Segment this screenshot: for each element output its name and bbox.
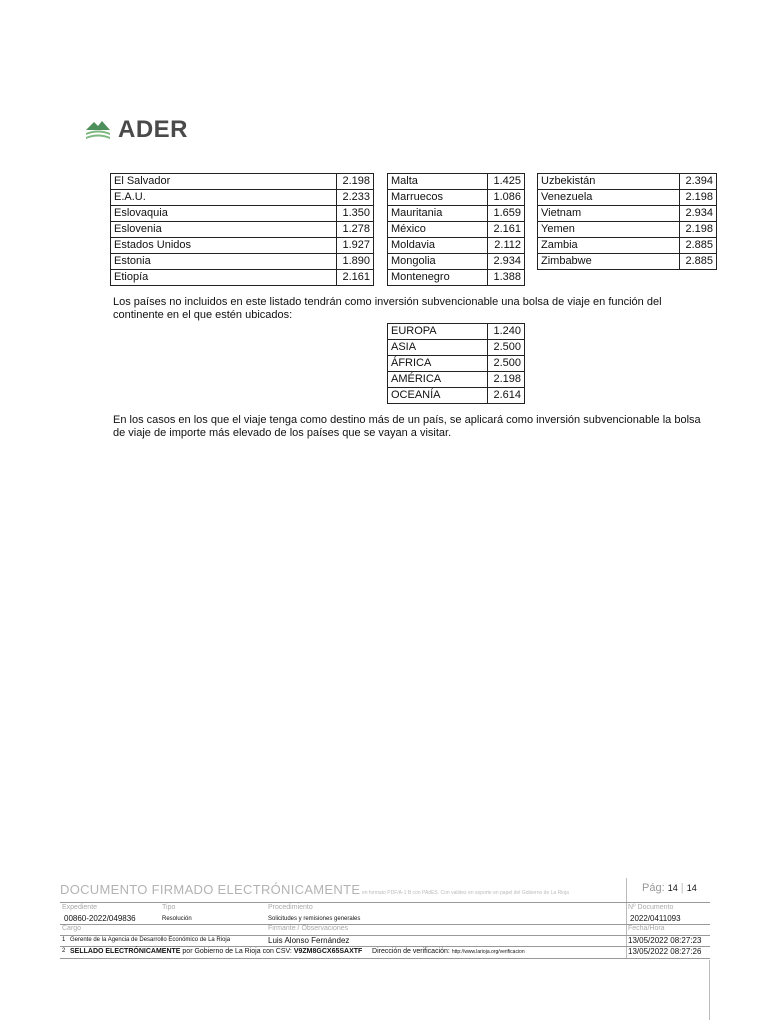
name-cell: Estados Unidos — [111, 238, 337, 254]
n-documento-value: 2022/0411093 — [630, 914, 681, 923]
continent-row — [388, 340, 525, 356]
country-row — [111, 222, 374, 238]
value-cell: 1.927 — [337, 238, 374, 254]
country-row — [111, 254, 374, 270]
country-row — [388, 238, 525, 254]
label-n-documento: Nº Documento — [628, 904, 674, 911]
country-row — [388, 190, 525, 206]
label-cargo: Cargo — [62, 925, 82, 932]
page-total: 14 — [686, 883, 697, 893]
ader-logo — [84, 116, 188, 144]
name-cell: Mongolia — [388, 254, 488, 270]
expediente-value: 00860-2022/049836 — [64, 914, 136, 923]
sign2-number: 2 — [62, 948, 66, 954]
continents-table — [387, 323, 525, 404]
value-cell: 1.278 — [337, 222, 374, 238]
country-row — [388, 174, 525, 190]
country-row — [388, 254, 525, 270]
country-row — [111, 174, 374, 190]
value-cell: 2.112 — [488, 238, 525, 254]
name-cell: Montenegro — [388, 270, 488, 286]
value-cell: 2.198 — [680, 190, 717, 206]
label-procedimiento: Procedimiento — [268, 904, 313, 911]
sign1-fecha: 13/05/2022 08:27:23 — [628, 936, 702, 945]
countries-table-2 — [387, 173, 525, 286]
country-row — [388, 222, 525, 238]
label-fecha: Fecha/Hora — [628, 925, 665, 932]
name-cell: Eslovenia — [111, 222, 337, 238]
label-expediente: Expediente — [62, 904, 98, 911]
label-firmante: Firmante / Observaciones — [268, 925, 349, 932]
value-cell: 2.500 — [488, 356, 525, 372]
value-cell: 2.885 — [680, 254, 717, 270]
name-cell: Uzbekistán — [538, 174, 680, 190]
country-row — [538, 238, 717, 254]
name-cell: ÁFRICA — [388, 356, 488, 372]
continent-row — [388, 324, 525, 340]
page-number: Pág: 14 | 14 — [642, 882, 697, 894]
page-label: Pág: — [642, 882, 665, 894]
sign2-fecha: 13/05/2022 08:27:26 — [628, 947, 702, 956]
value-cell: 2.198 — [680, 222, 717, 238]
value-cell: 2.233 — [337, 190, 374, 206]
value-cell: 2.161 — [488, 222, 525, 238]
countries-table-1 — [110, 173, 374, 286]
label-tipo: Tipo — [162, 904, 176, 911]
value-cell: 1.659 — [488, 206, 525, 222]
value-cell: 2.934 — [488, 254, 525, 270]
sign1-firmante: Luis Alonso Fernández — [268, 936, 350, 945]
value-cell: 2.934 — [680, 206, 717, 222]
paragraph-continents: Los países no incluidos en este listado tendrán como inversión subvencionable una bolsa de viaje en función del continente en el que estén ubicados: — [113, 296, 662, 321]
continent-row — [388, 372, 525, 388]
value-cell: 1.890 — [337, 254, 374, 270]
name-cell: OCEANÍA — [388, 388, 488, 404]
name-cell: Venezuela — [538, 190, 680, 206]
sign2-line — [70, 948, 525, 955]
name-cell: Eslovaquia — [111, 206, 337, 222]
name-cell: Yemen — [538, 222, 680, 238]
paragraph-multiple-countries: En los casos en los que el viaje tenga como destino más de un país, se aplicará como inversión subvencionable la bolsa de viaje de importe más elevado de los países que se vayan a visitar. — [113, 414, 701, 439]
footer-title-sub: en formato PDF/A-1 B con PAdES. Con validez en soporte en papel del Gobierno de La Rioja — [361, 890, 569, 896]
value-cell: 2.198 — [337, 174, 374, 190]
country-row — [111, 190, 374, 206]
tipo-value: Resolución — [162, 916, 192, 922]
country-row — [388, 206, 525, 222]
name-cell: ASIA — [388, 340, 488, 356]
name-cell: AMÉRICA — [388, 372, 488, 388]
sign1-cargo: Gerente de la Agencia de Desarrollo Económico de La Rioja — [70, 937, 231, 943]
name-cell: El Salvador — [111, 174, 337, 190]
name-cell: E.A.U. — [111, 190, 337, 206]
value-cell: 2.885 — [680, 238, 717, 254]
sign1-number: 1 — [62, 937, 66, 943]
name-cell: México — [388, 222, 488, 238]
continent-row — [388, 356, 525, 372]
value-cell: 1.086 — [488, 190, 525, 206]
countries-table-3 — [537, 173, 717, 270]
country-row — [111, 206, 374, 222]
sign2-text: por Gobierno de La Rioja con CSV: — [182, 948, 292, 955]
name-cell: Zimbabwe — [538, 254, 680, 270]
value-cell: 1.388 — [488, 270, 525, 286]
sign2-csv: V9ZM8GCX65SAXTF — [293, 948, 363, 955]
sign2-bold: SELLADO ELECTRÓNICAMENTE — [70, 948, 181, 955]
name-cell: Moldavia — [388, 238, 488, 254]
procedimiento-value: Solicitudes y remisiones generales — [268, 916, 361, 922]
verification-link[interactable]: http://www.larioja.org/verificacion — [451, 949, 525, 955]
country-row — [388, 270, 525, 286]
footer-title: DOCUMENTO FIRMADO ELECTRÓNICAMENTE — [60, 882, 361, 897]
name-cell: Estonia — [111, 254, 337, 270]
sign2-dir-label: Dirección de verificación: — [372, 948, 450, 955]
value-cell: 2.161 — [337, 270, 374, 286]
country-row — [538, 174, 717, 190]
name-cell: Mauritania — [388, 206, 488, 222]
value-cell: 2.198 — [488, 372, 525, 388]
country-row — [538, 190, 717, 206]
value-cell: 1.350 — [337, 206, 374, 222]
continent-row — [388, 388, 525, 404]
mountain-logo-icon — [84, 118, 112, 142]
value-cell: 2.500 — [488, 340, 525, 356]
value-cell: 2.394 — [680, 174, 717, 190]
country-row — [111, 270, 374, 286]
page-current: 14 — [667, 883, 678, 893]
country-row — [111, 238, 374, 254]
name-cell: Zambia — [538, 238, 680, 254]
name-cell: Marruecos — [388, 190, 488, 206]
name-cell: Malta — [388, 174, 488, 190]
country-row — [538, 206, 717, 222]
value-cell: 1.425 — [488, 174, 525, 190]
logo-text: ADER — [118, 116, 189, 143]
country-row — [538, 254, 717, 270]
name-cell: EUROPA — [388, 324, 488, 340]
name-cell: Etiopía — [111, 270, 337, 286]
name-cell: Vietnam — [538, 206, 680, 222]
value-cell: 2.614 — [488, 388, 525, 404]
country-row — [538, 222, 717, 238]
value-cell: 1.240 — [488, 324, 525, 340]
